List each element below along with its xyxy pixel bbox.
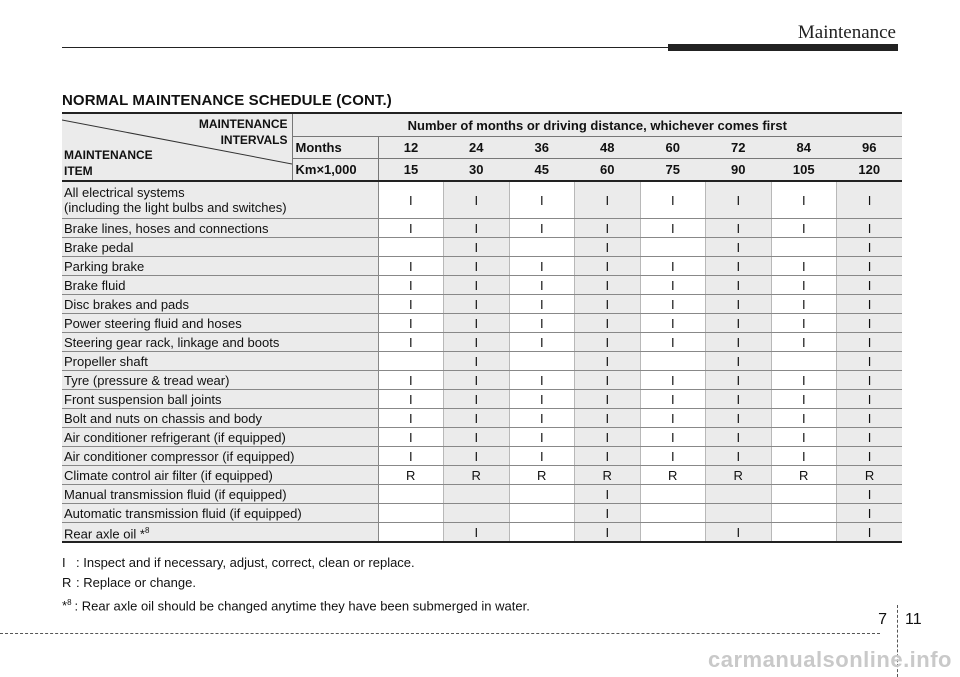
schedule-cell: I — [509, 276, 575, 295]
maintenance-item-label: Power steering fluid and hoses — [64, 315, 242, 331]
schedule-cell: I — [640, 390, 706, 409]
schedule-cell: R — [509, 466, 575, 485]
table-row — [62, 295, 902, 314]
maintenance-item-label: Propeller shaft — [64, 353, 148, 369]
schedule-cell: I — [575, 295, 641, 314]
schedule-cell: I — [509, 371, 575, 390]
schedule-cell: I — [509, 257, 575, 276]
table-row — [62, 219, 902, 238]
schedule-cell: I — [575, 257, 641, 276]
maintenance-item-label: Bolt and nuts on chassis and body — [64, 410, 263, 426]
section-title: NORMAL MAINTENANCE SCHEDULE (CONT.) — [62, 92, 392, 109]
schedule-cell: I — [771, 390, 837, 409]
maintenance-item-label: Brake pedal — [64, 239, 134, 255]
maintenance-item — [62, 257, 378, 276]
schedule-cell — [640, 485, 706, 504]
schedule-cell — [706, 504, 772, 523]
schedule-cell: R — [771, 466, 837, 485]
schedule-cell: I — [837, 333, 903, 352]
schedule-cell: I — [706, 238, 772, 257]
table-row — [62, 238, 902, 257]
schedule-cell: I — [706, 219, 772, 238]
schedule-cell: I — [771, 333, 837, 352]
maintenance-item-label: Rear axle oil * — [64, 526, 145, 542]
table-row — [62, 523, 902, 543]
schedule-cell: I — [575, 485, 641, 504]
schedule-cell: I — [706, 371, 772, 390]
schedule-cell — [509, 485, 575, 504]
schedule-cell — [640, 352, 706, 371]
schedule-cell: I — [640, 219, 706, 238]
page-number: 11 — [905, 611, 922, 628]
schedule-cell: I — [837, 314, 903, 333]
table-row — [62, 504, 902, 523]
maintenance-item-label: Front suspension ball joints — [64, 391, 222, 407]
maintenance-item-label: Climate control air filter (if equipped) — [64, 467, 273, 483]
maintenance-item-label: Tyre (pressure & tread wear) — [64, 372, 230, 388]
months-value: 36 — [509, 137, 575, 159]
months-value: 60 — [640, 137, 706, 159]
schedule-cell: I — [640, 371, 706, 390]
schedule-cell: I — [444, 276, 510, 295]
schedule-cell: I — [378, 333, 444, 352]
page-chapter-number: 7 — [878, 611, 887, 628]
schedule-cell: I — [575, 352, 641, 371]
maintenance-schedule-table — [62, 112, 902, 543]
schedule-cell: I — [575, 409, 641, 428]
schedule-cell — [640, 504, 706, 523]
km-value: 45 — [509, 159, 575, 182]
legend-text: : Inspect and if necessary, adjust, correct, clean or replace. — [76, 555, 415, 570]
legend-key: R — [62, 575, 72, 590]
watermark-logo: carmanualsonline.info — [708, 647, 952, 672]
schedule-cell: I — [575, 428, 641, 447]
schedule-cell — [509, 523, 575, 543]
schedule-cell — [509, 352, 575, 371]
maintenance-item-label: Air conditioner refrigerant (if equipped) — [64, 429, 286, 445]
schedule-cell: R — [378, 466, 444, 485]
footer-dashed-rule — [0, 633, 880, 634]
schedule-cell: I — [378, 390, 444, 409]
schedule-cell: I — [444, 352, 510, 371]
schedule-cell — [640, 523, 706, 543]
schedule-cell — [444, 485, 510, 504]
maintenance-item — [62, 447, 378, 466]
schedule-cell — [640, 238, 706, 257]
table-row — [62, 352, 902, 371]
schedule-cell — [771, 238, 837, 257]
schedule-cell: I — [509, 219, 575, 238]
schedule-cell: I — [575, 333, 641, 352]
schedule-cell: I — [706, 352, 772, 371]
schedule-cell: I — [575, 238, 641, 257]
schedule-cell: I — [706, 276, 772, 295]
schedule-cell — [509, 238, 575, 257]
interval-main-header: Number of months or driving distance, whichever comes first — [292, 113, 902, 137]
header-corner-cell — [62, 113, 292, 181]
schedule-cell: I — [378, 371, 444, 390]
schedule-cell: I — [837, 504, 903, 523]
schedule-cell: I — [444, 238, 510, 257]
schedule-cell: I — [771, 276, 837, 295]
schedule-cell — [378, 504, 444, 523]
schedule-cell: I — [575, 314, 641, 333]
maintenance-item-label: Steering gear rack, linkage and boots — [64, 334, 280, 350]
schedule-cell: R — [575, 466, 641, 485]
schedule-cell: I — [444, 390, 510, 409]
schedule-cell: I — [706, 333, 772, 352]
schedule-cell: I — [706, 428, 772, 447]
km-label: Km×1,000 — [292, 159, 378, 182]
legend-text: : Rear axle oil should be changed anytime they have been submerged in water. — [74, 598, 530, 614]
maintenance-item-label: Manual transmission fluid (if equipped) — [64, 486, 287, 502]
schedule-cell: I — [837, 219, 903, 238]
schedule-cell: I — [509, 390, 575, 409]
maintenance-item — [62, 485, 378, 504]
schedule-cell — [771, 352, 837, 371]
schedule-cell: I — [837, 390, 903, 409]
maintenance-item — [62, 314, 378, 333]
maintenance-item-label-line2: (including the light bulbs and switches) — [64, 200, 287, 215]
maintenance-item-label: Parking brake — [64, 258, 145, 274]
schedule-cell: I — [706, 295, 772, 314]
legend-item — [62, 555, 415, 571]
maintenance-item-label: All electrical systems — [64, 185, 185, 200]
schedule-cell: R — [444, 466, 510, 485]
schedule-cell: I — [575, 390, 641, 409]
maintenance-item — [62, 466, 378, 485]
schedule-cell: R — [640, 466, 706, 485]
schedule-cell: I — [771, 181, 837, 219]
table-row — [62, 466, 902, 485]
schedule-cell: I — [378, 219, 444, 238]
schedule-cell: I — [706, 447, 772, 466]
maintenance-item — [62, 238, 378, 257]
schedule-cell: I — [378, 447, 444, 466]
footnote-marker: 8 — [144, 526, 150, 535]
schedule-cell: I — [771, 428, 837, 447]
corner-item-label: MAINTENANCE ITEM — [64, 148, 153, 178]
schedule-cell — [706, 485, 772, 504]
schedule-cell: I — [837, 238, 903, 257]
months-value: 84 — [771, 137, 837, 159]
schedule-cell: I — [640, 333, 706, 352]
km-value: 75 — [640, 159, 706, 182]
schedule-cell — [378, 523, 444, 543]
schedule-cell: I — [640, 428, 706, 447]
maintenance-item — [62, 409, 378, 428]
schedule-cell — [444, 504, 510, 523]
schedule-cell: I — [444, 409, 510, 428]
table-row — [62, 314, 902, 333]
schedule-cell: I — [444, 314, 510, 333]
schedule-cell: I — [640, 181, 706, 219]
table-row — [62, 257, 902, 276]
schedule-cell: I — [444, 447, 510, 466]
table-row — [62, 371, 902, 390]
schedule-cell: I — [706, 390, 772, 409]
schedule-cell: I — [378, 314, 444, 333]
schedule-cell — [771, 485, 837, 504]
km-value: 30 — [444, 159, 510, 182]
schedule-cell: I — [509, 295, 575, 314]
maintenance-item-label: Automatic transmission fluid (if equipped) — [64, 505, 302, 521]
schedule-cell: I — [771, 219, 837, 238]
schedule-cell: I — [640, 409, 706, 428]
schedule-cell: I — [378, 181, 444, 219]
schedule-cell — [378, 238, 444, 257]
schedule-cell: I — [837, 371, 903, 390]
schedule-cell: R — [706, 466, 772, 485]
table-row — [62, 428, 902, 447]
maintenance-item — [62, 390, 378, 409]
schedule-cell: I — [837, 485, 903, 504]
schedule-cell: I — [837, 257, 903, 276]
schedule-cell: R — [837, 466, 903, 485]
months-value: 96 — [837, 137, 903, 159]
schedule-cell: I — [706, 314, 772, 333]
schedule-cell: I — [837, 352, 903, 371]
table-row — [62, 333, 902, 352]
maintenance-item-label: Brake fluid — [64, 277, 126, 293]
schedule-cell: I — [771, 295, 837, 314]
schedule-cell: I — [837, 447, 903, 466]
schedule-cell: I — [771, 447, 837, 466]
schedule-cell: I — [640, 314, 706, 333]
table-row — [62, 447, 902, 466]
months-value: 24 — [444, 137, 510, 159]
schedule-cell: I — [509, 333, 575, 352]
schedule-cell: I — [771, 257, 837, 276]
schedule-cell: I — [706, 181, 772, 219]
schedule-cell: I — [706, 409, 772, 428]
schedule-cell: I — [837, 523, 903, 543]
schedule-cell: I — [509, 181, 575, 219]
maintenance-item — [62, 295, 378, 314]
schedule-cell: I — [640, 447, 706, 466]
maintenance-item — [62, 181, 378, 219]
legend-item — [62, 575, 196, 591]
maintenance-item-label: Disc brakes and pads — [64, 296, 190, 312]
schedule-cell: I — [771, 314, 837, 333]
maintenance-item — [62, 276, 378, 295]
km-value: 120 — [837, 159, 903, 182]
schedule-cell: I — [378, 409, 444, 428]
legend-text: : Replace or change. — [76, 575, 196, 590]
maintenance-item — [62, 523, 378, 543]
schedule-cell: I — [444, 181, 510, 219]
header-bar — [668, 44, 898, 51]
schedule-cell — [378, 352, 444, 371]
legend-key: * — [62, 598, 68, 614]
schedule-cell: I — [509, 409, 575, 428]
months-value: 48 — [575, 137, 641, 159]
corner-intervals-label: MAINTENANCE INTERVALS — [198, 117, 288, 147]
schedule-cell: I — [640, 295, 706, 314]
km-value: 60 — [575, 159, 641, 182]
legend-item — [62, 595, 530, 614]
header-row-main — [62, 113, 902, 137]
schedule-cell: I — [378, 257, 444, 276]
km-value: 105 — [771, 159, 837, 182]
km-value: 15 — [378, 159, 444, 182]
schedule-cell: I — [444, 219, 510, 238]
schedule-cell: I — [444, 257, 510, 276]
schedule-cell: I — [837, 428, 903, 447]
schedule-cell: I — [575, 276, 641, 295]
schedule-cell: I — [771, 371, 837, 390]
schedule-cell: I — [837, 181, 903, 219]
footnote-marker: 8 — [67, 598, 72, 607]
table-row — [62, 485, 902, 504]
schedule-cell: I — [575, 523, 641, 543]
schedule-cell — [509, 504, 575, 523]
table-row — [62, 409, 902, 428]
page-header-title: Maintenance — [797, 22, 896, 43]
schedule-cell: I — [640, 257, 706, 276]
maintenance-item — [62, 333, 378, 352]
maintenance-item — [62, 371, 378, 390]
schedule-cell: I — [378, 276, 444, 295]
schedule-cell: I — [837, 276, 903, 295]
schedule-cell: I — [771, 409, 837, 428]
maintenance-item — [62, 428, 378, 447]
schedule-cell: I — [509, 428, 575, 447]
schedule-cell: I — [444, 523, 510, 543]
table-row — [62, 276, 902, 295]
schedule-cell: I — [444, 371, 510, 390]
maintenance-item-label: Brake lines, hoses and connections — [64, 220, 269, 236]
months-value: 12 — [378, 137, 444, 159]
maintenance-item-label: Air conditioner compressor (if equipped) — [64, 448, 295, 464]
schedule-cell: I — [575, 181, 641, 219]
schedule-cell: I — [575, 219, 641, 238]
schedule-cell: I — [575, 447, 641, 466]
schedule-cell: I — [575, 371, 641, 390]
maintenance-item — [62, 219, 378, 238]
months-value: 72 — [706, 137, 772, 159]
schedule-cell: I — [378, 428, 444, 447]
schedule-cell: I — [509, 314, 575, 333]
schedule-cell: I — [575, 504, 641, 523]
schedule-cell: I — [444, 333, 510, 352]
schedule-cell: I — [640, 276, 706, 295]
schedule-cell: I — [837, 409, 903, 428]
km-value: 90 — [706, 159, 772, 182]
schedule-cell: I — [837, 295, 903, 314]
schedule-cell: I — [378, 295, 444, 314]
table-row — [62, 390, 902, 409]
legend-key: I — [62, 555, 66, 570]
schedule-cell: I — [706, 257, 772, 276]
table-row — [62, 181, 902, 219]
schedule-cell — [378, 485, 444, 504]
months-label: Months — [292, 137, 378, 159]
schedule-cell: I — [706, 523, 772, 543]
schedule-cell: I — [444, 295, 510, 314]
maintenance-item — [62, 504, 378, 523]
schedule-cell: I — [509, 447, 575, 466]
schedule-cell — [771, 504, 837, 523]
schedule-cell: I — [444, 428, 510, 447]
schedule-cell — [771, 523, 837, 543]
maintenance-item — [62, 352, 378, 371]
